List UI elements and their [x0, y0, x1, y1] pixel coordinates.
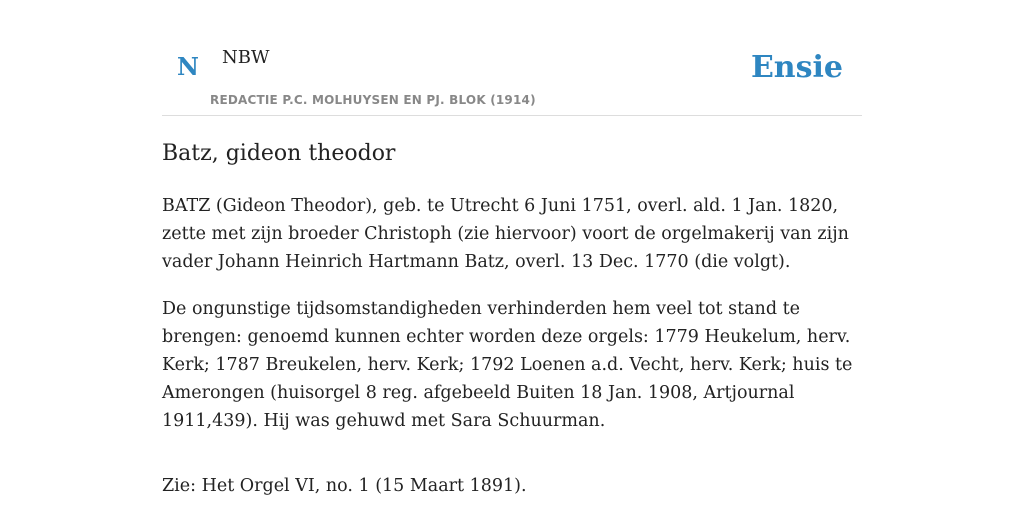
- article-paragraph: De ongunstige tijdsomstandigheden verhinderden hem veel tot stand te brengen: genoemd kunnen echter worden deze orgels: 1779 Heukelum, herv. Kerk; 1787 Breukelen, herv. Kerk; 1792 Loenen a.d. Vecht, herv. Kerk; huis te Amerongen (huisorgel 8 reg. afgebeeld Buiten 18 Jan. 1908, Artjournal 1911,439). Hij was gehuwd met Sara Schuurman.: [162, 299, 853, 431]
- brand-logo[interactable]: Ensie: [750, 50, 843, 85]
- article-paragraph: BATZ (Gideon Theodor), geb. te Utrecht 6 Juni 1751, overl. ald. 1 Jan. 1820, zette met zijn broeder Christoph (zie hiervoor) voort de orgelmakerij van zijn vader Johann Heinrich Hartmann Batz, overl. 13 Dec. 1770 (die volgt).: [162, 196, 849, 272]
- article-reference: Zie: Het Orgel VI, no. 1 (15 Maart 1891).: [162, 476, 527, 496]
- source-name[interactable]: NBW: [222, 47, 270, 68]
- source-header: [162, 40, 862, 116]
- article-title: Batz, gideon theodor: [162, 141, 396, 166]
- article: [162, 136, 862, 512]
- source-editors: REDACTIE P.C. MOLHUYSEN EN PJ. BLOK (1914): [210, 93, 536, 107]
- source-logo[interactable]: N: [177, 52, 199, 81]
